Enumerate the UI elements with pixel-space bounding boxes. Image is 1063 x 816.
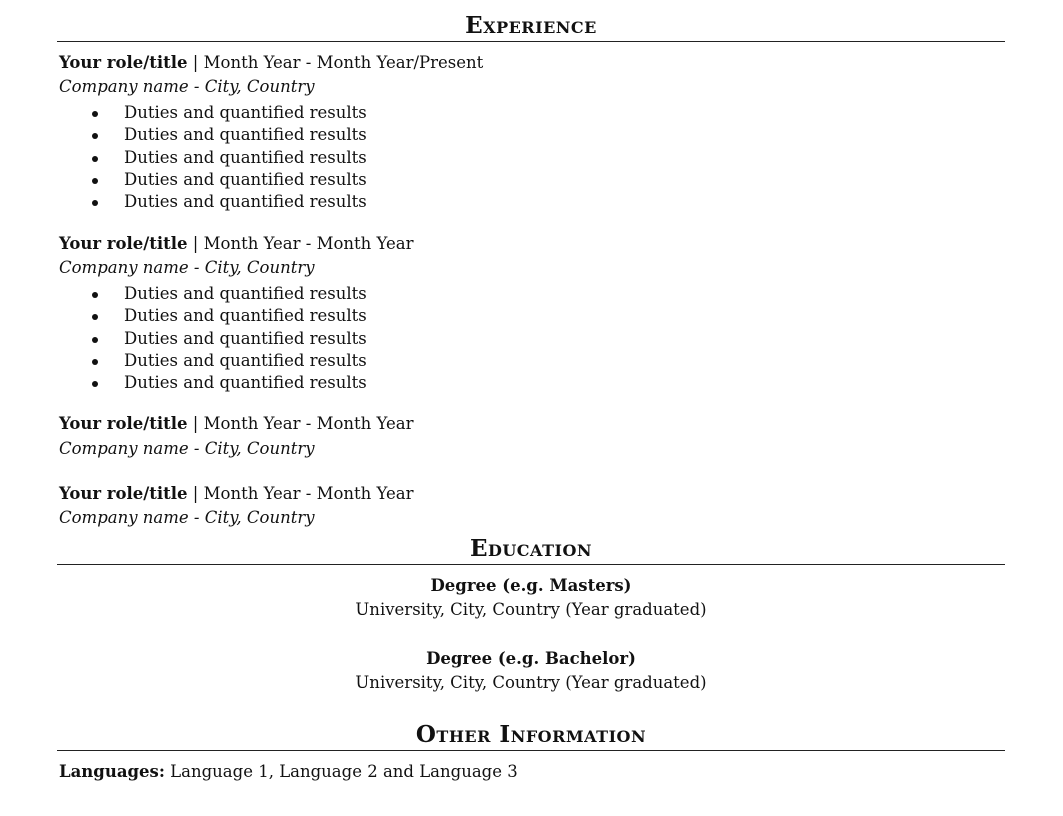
job-1-company: Company name - City, Country [59, 77, 315, 96]
job-1-duty: Duties and quantified results [0, 169, 367, 191]
job-1-dates: | Month Year - Month Year/Present [187, 53, 484, 72]
experience-heading: Experience [465, 12, 597, 39]
job-2-dates: | Month Year - Month Year [187, 234, 414, 253]
job-1-duty: Duties and quantified results [0, 147, 367, 169]
languages-line [59, 762, 518, 781]
job-2-duty: Duties and quantified results [0, 283, 367, 305]
job-2-duty: Duties and quantified results [0, 305, 367, 327]
degree-1: Degree (e.g. Masters) [430, 576, 632, 595]
job-3-dates: | Month Year - Month Year [187, 414, 414, 433]
degree-2: Degree (e.g. Bachelor) [426, 649, 636, 668]
experience-divider [57, 41, 1005, 42]
job-1-duty: Duties and quantified results [0, 191, 367, 213]
job-1-duties [0, 102, 367, 213]
languages-label: Languages: [59, 762, 165, 781]
job-2-duty: Duties and quantified results [0, 350, 367, 372]
other-information-heading: Other Information [415, 721, 647, 748]
job-2-duties [0, 283, 367, 394]
job-4-title-line [59, 484, 414, 503]
job-2-duty: Duties and quantified results [0, 328, 367, 350]
job-1-duty: Duties and quantified results [0, 124, 367, 146]
school-2: University, City, Country (Year graduated) [355, 673, 707, 692]
education-heading: Education [469, 535, 593, 562]
other-information-divider [57, 750, 1005, 751]
job-4-company: Company name - City, Country [59, 508, 315, 527]
education-divider [57, 564, 1005, 565]
job-1-title-line [59, 53, 483, 72]
job-2-duty: Duties and quantified results [0, 372, 367, 394]
school-1: University, City, Country (Year graduated) [355, 600, 707, 619]
languages-value: Language 1, Language 2 and Language 3 [164, 762, 518, 781]
job-2-role: Your role/title [59, 234, 188, 253]
job-2-title-line [59, 234, 414, 253]
job-2-company: Company name - City, Country [59, 258, 315, 277]
job-4-dates: | Month Year - Month Year [187, 484, 414, 503]
job-3-title-line [59, 414, 414, 433]
job-1-duty: Duties and quantified results [0, 102, 367, 124]
job-3-company: Company name - City, Country [59, 439, 315, 458]
job-3-role: Your role/title [59, 414, 188, 433]
job-1-role: Your role/title [59, 53, 188, 72]
job-4-role: Your role/title [59, 484, 188, 503]
